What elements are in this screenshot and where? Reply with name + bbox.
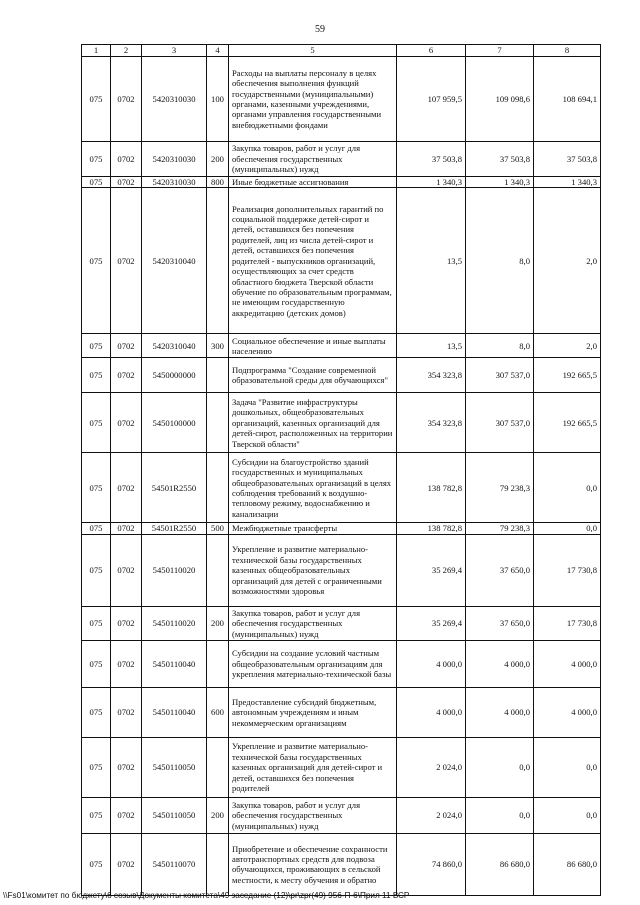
table-row: [82, 142, 601, 177]
amount-year-3-cell: 0,0: [534, 737, 601, 797]
amount-year-2-cell: 86 680,0: [466, 833, 534, 895]
table-row: [82, 188, 601, 334]
column-number: 2: [111, 45, 142, 57]
code-admin-cell: 075: [82, 523, 111, 534]
amount-year-3-cell: 0,0: [534, 523, 601, 534]
amount-year-1-cell: 1 340,3: [397, 177, 466, 188]
amount-year-2-cell: 1 340,3: [466, 177, 534, 188]
amount-year-2-cell: 307 537,0: [466, 358, 534, 393]
code-target-cell: 5420310030: [142, 57, 207, 142]
amount-year-1-cell: 107 959,5: [397, 57, 466, 142]
amount-year-1-cell: 35 269,4: [397, 534, 466, 606]
amount-year-3-cell: 2,0: [534, 334, 601, 358]
item-name-cell: Подпрограмма "Создание современной образовательной среды для обучающихся": [229, 358, 397, 393]
code-admin-cell: 075: [82, 188, 111, 334]
code-target-cell: 5420310030: [142, 177, 207, 188]
amount-year-2-cell: 79 238,3: [466, 453, 534, 523]
code-target-cell: 5450110040: [142, 687, 207, 737]
column-number: 8: [534, 45, 601, 57]
code-expense-type-cell: [207, 453, 229, 523]
code-section-cell: 0702: [111, 393, 142, 453]
column-number: 6: [397, 45, 466, 57]
item-name-cell: Социальное обеспечение и иные выплаты населению: [229, 334, 397, 358]
amount-year-2-cell: 8,0: [466, 188, 534, 334]
code-expense-type-cell: [207, 640, 229, 687]
amount-year-3-cell: 108 694,1: [534, 57, 601, 142]
amount-year-3-cell: 86 680,0: [534, 833, 601, 895]
amount-year-3-cell: 1 340,3: [534, 177, 601, 188]
item-name-cell: Закупка товаров, работ и услуг для обеспечения государственных (муниципальных) нужд: [229, 606, 397, 640]
amount-year-3-cell: 37 503,8: [534, 142, 601, 177]
code-section-cell: 0702: [111, 453, 142, 523]
column-number: 4: [207, 45, 229, 57]
code-section-cell: 0702: [111, 797, 142, 833]
item-name-cell: Задача "Развитие инфраструктуры дошкольных, общеобразовательных организаций, казенных организаций для детей-сирот, расположенных на территории Тверской области": [229, 393, 397, 453]
code-admin-cell: 075: [82, 453, 111, 523]
amount-year-2-cell: 4 000,0: [466, 687, 534, 737]
code-expense-type-cell: 800: [207, 177, 229, 188]
code-target-cell: 5450110070: [142, 833, 207, 895]
amount-year-3-cell: 17 730,8: [534, 534, 601, 606]
code-section-cell: 0702: [111, 142, 142, 177]
table-row: [82, 358, 601, 393]
code-section-cell: 0702: [111, 188, 142, 334]
amount-year-2-cell: 0,0: [466, 797, 534, 833]
amount-year-1-cell: 2 024,0: [397, 797, 466, 833]
column-number: 1: [82, 45, 111, 57]
amount-year-3-cell: 0,0: [534, 453, 601, 523]
code-target-cell: 5420310040: [142, 188, 207, 334]
code-admin-cell: 075: [82, 534, 111, 606]
code-section-cell: 0702: [111, 358, 142, 393]
item-name-cell: Укрепление и развитие материально-технической базы государственных казенных общеобразовательных организаций для детей с ограниченными возможностями здоровья: [229, 534, 397, 606]
footer-file-path: \\Fs01\комитет по бюджету\6 созыв\Документы комитета\49 заседание (12)\pr\zpr(49) 956-П-6\Прил 11 ВСР: [3, 891, 410, 900]
amount-year-1-cell: 354 323,8: [397, 393, 466, 453]
column-number-row: [82, 45, 601, 57]
code-target-cell: 5450110050: [142, 737, 207, 797]
code-expense-type-cell: 200: [207, 606, 229, 640]
code-expense-type-cell: 200: [207, 142, 229, 177]
item-name-cell: Реализация дополнительных гарантий по социальной поддержке детей-сирот и детей, оставшихся без попечения родителей, лиц из числа детей-сирот и детей, оставшихся без попечения родителей - выпускников организаций, осуществляющих за счет средств областного бюджета Тверской области обучение по образовательным программам, не имеющим государственную аккредитацию (детских домов): [229, 188, 397, 334]
code-section-cell: 0702: [111, 177, 142, 188]
amount-year-1-cell: 354 323,8: [397, 358, 466, 393]
table-row: [82, 606, 601, 640]
code-admin-cell: 075: [82, 833, 111, 895]
code-expense-type-cell: [207, 393, 229, 453]
code-section-cell: 0702: [111, 57, 142, 142]
table-row: [82, 833, 601, 895]
code-section-cell: 0702: [111, 334, 142, 358]
code-section-cell: 0702: [111, 606, 142, 640]
code-expense-type-cell: [207, 188, 229, 334]
code-section-cell: 0702: [111, 534, 142, 606]
budget-table: [81, 44, 601, 896]
code-admin-cell: 075: [82, 177, 111, 188]
code-target-cell: 54501R2550: [142, 453, 207, 523]
code-admin-cell: 075: [82, 334, 111, 358]
amount-year-2-cell: 37 650,0: [466, 606, 534, 640]
table-row: [82, 57, 601, 142]
table-row: [82, 453, 601, 523]
code-section-cell: 0702: [111, 640, 142, 687]
code-target-cell: 5450110020: [142, 606, 207, 640]
code-expense-type-cell: [207, 737, 229, 797]
item-name-cell: Расходы на выплаты персоналу в целях обеспечения выполнения функций государственными (муниципальными) органами, казенными учреждениями, органами управления государственными внебюджетными фондами: [229, 57, 397, 142]
code-target-cell: 5450100000: [142, 393, 207, 453]
amount-year-2-cell: 37 503,8: [466, 142, 534, 177]
amount-year-3-cell: 17 730,8: [534, 606, 601, 640]
amount-year-1-cell: 138 782,8: [397, 453, 466, 523]
item-name-cell: Субсидии на создание условий частным общеобразовательным организациям для укрепления материально-технической базы: [229, 640, 397, 687]
amount-year-1-cell: 74 860,0: [397, 833, 466, 895]
code-target-cell: 5420310040: [142, 334, 207, 358]
code-target-cell: 5420310030: [142, 142, 207, 177]
code-admin-cell: 075: [82, 687, 111, 737]
amount-year-1-cell: 4 000,0: [397, 687, 466, 737]
item-name-cell: Субсидии на благоустройство зданий государственных и муниципальных общеобразовательных организаций в целях соблюдения требований к воздушно-тепловому режиму, водоснабжению и канализации: [229, 453, 397, 523]
amount-year-1-cell: 13,5: [397, 188, 466, 334]
code-expense-type-cell: 500: [207, 523, 229, 534]
column-number: 3: [142, 45, 207, 57]
code-admin-cell: 075: [82, 737, 111, 797]
table-row: [82, 334, 601, 358]
amount-year-1-cell: 4 000,0: [397, 640, 466, 687]
code-expense-type-cell: 300: [207, 334, 229, 358]
code-admin-cell: 075: [82, 640, 111, 687]
code-section-cell: 0702: [111, 687, 142, 737]
amount-year-1-cell: 37 503,8: [397, 142, 466, 177]
code-admin-cell: 075: [82, 797, 111, 833]
code-admin-cell: 075: [82, 142, 111, 177]
code-expense-type-cell: 200: [207, 797, 229, 833]
item-name-cell: Иные бюджетные ассигнования: [229, 177, 397, 188]
code-target-cell: 5450110020: [142, 534, 207, 606]
code-expense-type-cell: 600: [207, 687, 229, 737]
code-expense-type-cell: 100: [207, 57, 229, 142]
table-row: [82, 523, 601, 534]
amount-year-2-cell: 307 537,0: [466, 393, 534, 453]
amount-year-2-cell: 4 000,0: [466, 640, 534, 687]
code-section-cell: 0702: [111, 833, 142, 895]
item-name-cell: Приобретение и обеспечение сохранности автотранспортных средств для подвоза обучающихся, проживающих в сельской местности, к месту обучения и обратно: [229, 833, 397, 895]
item-name-cell: Предоставление субсидий бюджетным, автономным учреждениям и иным некоммерческим организациям: [229, 687, 397, 737]
amount-year-2-cell: 37 650,0: [466, 534, 534, 606]
code-admin-cell: 075: [82, 358, 111, 393]
item-name-cell: Закупка товаров, работ и услуг для обеспечения государственных (муниципальных) нужд: [229, 142, 397, 177]
code-section-cell: 0702: [111, 737, 142, 797]
amount-year-3-cell: 4 000,0: [534, 640, 601, 687]
item-name-cell: Межбюджетные трансферты: [229, 523, 397, 534]
column-number: 5: [229, 45, 397, 57]
table-row: [82, 737, 601, 797]
amount-year-2-cell: 79 238,3: [466, 523, 534, 534]
code-admin-cell: 075: [82, 393, 111, 453]
table-row: [82, 177, 601, 188]
code-expense-type-cell: [207, 358, 229, 393]
table-row: [82, 687, 601, 737]
table-row: [82, 640, 601, 687]
item-name-cell: Укрепление и развитие материально-технической базы государственных казенных организаций для детей-сирот и детей, оставшихся без попечения родителей: [229, 737, 397, 797]
table-row: [82, 797, 601, 833]
item-name-cell: Закупка товаров, работ и услуг для обеспечения государственных (муниципальных) нужд: [229, 797, 397, 833]
amount-year-2-cell: 8,0: [466, 334, 534, 358]
table-row: [82, 534, 601, 606]
amount-year-3-cell: 192 665,5: [534, 358, 601, 393]
code-section-cell: 0702: [111, 523, 142, 534]
amount-year-3-cell: 4 000,0: [534, 687, 601, 737]
amount-year-1-cell: 2 024,0: [397, 737, 466, 797]
code-admin-cell: 075: [82, 57, 111, 142]
amount-year-1-cell: 35 269,4: [397, 606, 466, 640]
code-target-cell: 5450110040: [142, 640, 207, 687]
amount-year-3-cell: 0,0: [534, 797, 601, 833]
code-expense-type-cell: [207, 534, 229, 606]
amount-year-1-cell: 13,5: [397, 334, 466, 358]
page-number: 59: [315, 24, 325, 35]
code-target-cell: 54501R2550: [142, 523, 207, 534]
code-target-cell: 5450000000: [142, 358, 207, 393]
amount-year-2-cell: 0,0: [466, 737, 534, 797]
amount-year-3-cell: 192 665,5: [534, 393, 601, 453]
code-expense-type-cell: [207, 833, 229, 895]
amount-year-1-cell: 138 782,8: [397, 523, 466, 534]
code-admin-cell: 075: [82, 606, 111, 640]
column-number: 7: [466, 45, 534, 57]
amount-year-3-cell: 2,0: [534, 188, 601, 334]
amount-year-2-cell: 109 098,6: [466, 57, 534, 142]
table-row: [82, 393, 601, 453]
code-target-cell: 5450110050: [142, 797, 207, 833]
